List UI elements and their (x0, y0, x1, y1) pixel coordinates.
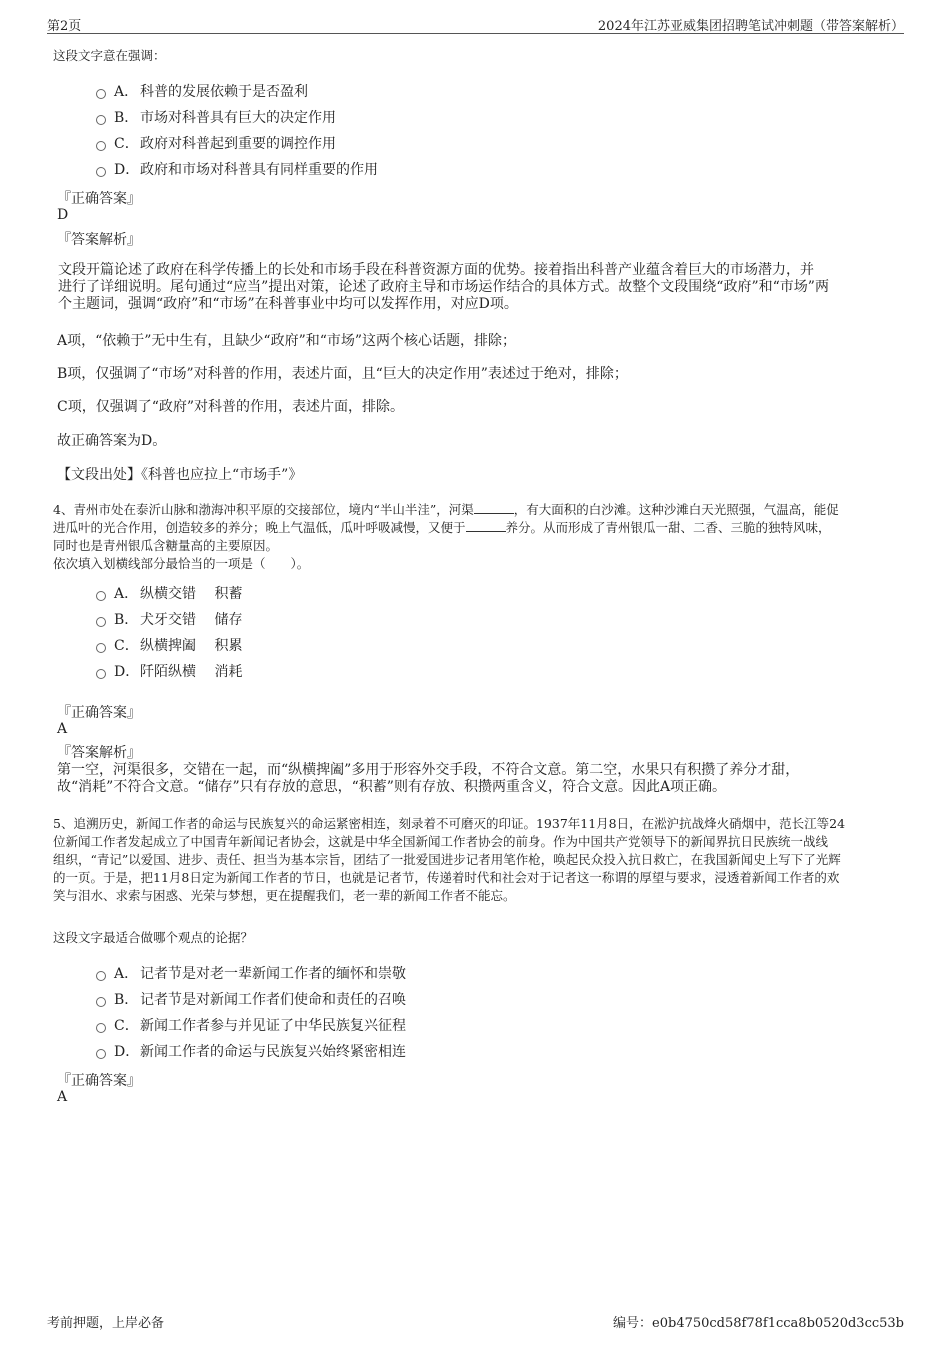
q3-options (96, 78, 378, 182)
q5-stem: 5、追溯历史，新闻工作者的命运与民族复兴的命运紧密相连，刻录着不可磨灭的印证。1937年11月8日，在淞沪抗战烽火硝烟中，范长江等24 位新闻工作者发起成立了中国青年新闻记者协会，这就是中华全国新闻工作者协会的前身。作为中国共产党领导下的新闻界抗日民族统一战线 组织，“青记”以爱国、进步、责任、担当为基本宗旨，团结了一批爱国进步记者用笔作枪，唤起民众投入抗日救亡，在我国新闻史上写下了光辉 的一页。于是，把11月8日定为新闻工作者的节日，也就是记者节，传递着时代和社会对于记者这一称谓的厚望与要求，浸透着新闻工作者的欢 笑与泪水、求索与困惑、光荣与梦想，更在提醒我们，老一辈的新闻工作者不能忘。 (53, 816, 846, 903)
q3-note-c: C项，仅强调了“政府”对科普的作用，表述片面，排除。 (57, 399, 405, 415)
radio-icon[interactable] (96, 141, 106, 151)
q4-correct-answer: A (57, 721, 68, 737)
q3-analysis-label: 『答案解析』 (57, 232, 141, 248)
radio-icon[interactable] (96, 997, 106, 1007)
q4-options (96, 580, 242, 684)
document-id: 编号：e0b4750cd58f78f1cca8b0520d3cc53b (613, 1316, 904, 1331)
q4-analysis: 第一空，河渠很多，交错在一起，而“纵横捭阖”多用于形容外交手段，不符合文意。第二空，水果只有积攒了养分才甜， 故“消耗”不符合文意。“储存”只有存放的意思，“积蓄”则有存放、积攒两重含义，符合文意。因此A项正确。 (57, 762, 800, 795)
q3-source: 【文段出处】《科普也应拉上“市场手”》 (57, 467, 303, 483)
q3-stem: 这段文字意在强调： (53, 48, 166, 63)
q4-option-a[interactable]: A． 纵横交错 积蓄 (96, 580, 242, 606)
radio-icon[interactable] (96, 971, 106, 981)
q3-option-c[interactable]: C． 政府对科普起到重要的调控作用 (96, 130, 378, 156)
q4-correct-answer-label: 『正确答案』 (57, 705, 141, 721)
q4-stem: 4、青州市处在泰沂山脉和渤海冲积平原的交接部位，境内“半山半洼”，河渠 ，有大面积的白沙滩。这种沙滩白天光照强，气温高，能促 进瓜叶的光合作用，创造较多的养分；晚上气温低，瓜叶呼吸减慢，又便于 养分。从而形成了青州银瓜一甜、二香、三脆的独特风味， 同时也是青州银瓜含糖量高的主要原因。 依次填入划横线部分最恰当的一项是（ ）。 (53, 502, 839, 571)
q5-option-a[interactable]: A． 记者节是对老一辈新闻工作者的缅怀和崇敬 (96, 960, 406, 986)
q4-option-b[interactable]: B． 犬牙交错 储存 (96, 606, 242, 632)
q3-note-a: A项，“依赖于”无中生有，且缺少“政府”和“市场”这两个核心话题，排除； (57, 333, 517, 349)
q4-option-d[interactable]: D． 阡陌纵横 消耗 (96, 658, 242, 684)
q3-analysis: 文段开篇论述了政府在科学传播上的长处和市场手段在科普资源方面的优势。接着指出科普产业蕴含着巨大的市场潜力，并 进行了详细说明。尾句通过“应当”提出对策，论述了政府主导和市场运作结合的具体方式。故整个文段围绕“政府”和“市场”两 个主题词，强调“政府”和“市场”在科普事业中均可以发挥作用，对应D项。 (58, 262, 829, 312)
q5-question: 这段文字最适合做哪个观点的论据？ (53, 930, 254, 945)
radio-icon[interactable] (96, 591, 106, 601)
radio-icon[interactable] (96, 1023, 106, 1033)
document-title: 2024年江苏亚威集团招聘笔试冲刺题（带答案解析） (597, 19, 904, 34)
q3-option-b[interactable]: B． 市场对科普具有巨大的决定作用 (96, 104, 378, 130)
q5-correct-answer: A (57, 1089, 68, 1105)
blank-line (466, 519, 506, 532)
radio-icon[interactable] (96, 617, 106, 627)
radio-icon[interactable] (96, 89, 106, 99)
q3-correct-answer-label: 『正确答案』 (57, 191, 141, 207)
page-header (47, 13, 904, 34)
q5-options (96, 960, 406, 1064)
radio-icon[interactable] (96, 669, 106, 679)
q4-option-c[interactable]: C． 纵横捭阖 积累 (96, 632, 242, 658)
page-footer (47, 1312, 904, 1331)
q3-correct-answer: D (57, 207, 69, 223)
q3-option-a[interactable]: A． 科普的发展依赖于是否盈利 (96, 78, 378, 104)
q5-correct-answer-label: 『正确答案』 (57, 1073, 141, 1089)
q3-option-d[interactable]: D． 政府和市场对科普具有同样重要的作用 (96, 156, 378, 182)
radio-icon[interactable] (96, 167, 106, 177)
radio-icon[interactable] (96, 1049, 106, 1059)
q5-option-d[interactable]: D． 新闻工作者的命运与民族复兴始终紧密相连 (96, 1038, 406, 1064)
page-number: 第2页 (47, 19, 82, 34)
q4-analysis-label: 『答案解析』 (57, 745, 141, 761)
q3-note-b: B项，仅强调了“市场”对科普的作用，表述片面，且“巨大的决定作用”表述过于绝对，排除； (57, 366, 628, 382)
q5-option-b[interactable]: B． 记者节是对新闻工作者们使命和责任的召唤 (96, 986, 406, 1012)
q5-option-c[interactable]: C． 新闻工作者参与并见证了中华民族复兴征程 (96, 1012, 406, 1038)
radio-icon[interactable] (96, 643, 106, 653)
blank-line (474, 501, 514, 514)
footer-slogan: 考前押题，上岸必备 (47, 1316, 165, 1331)
q3-conclusion: 故正确答案为D。 (57, 433, 167, 449)
radio-icon[interactable] (96, 115, 106, 125)
